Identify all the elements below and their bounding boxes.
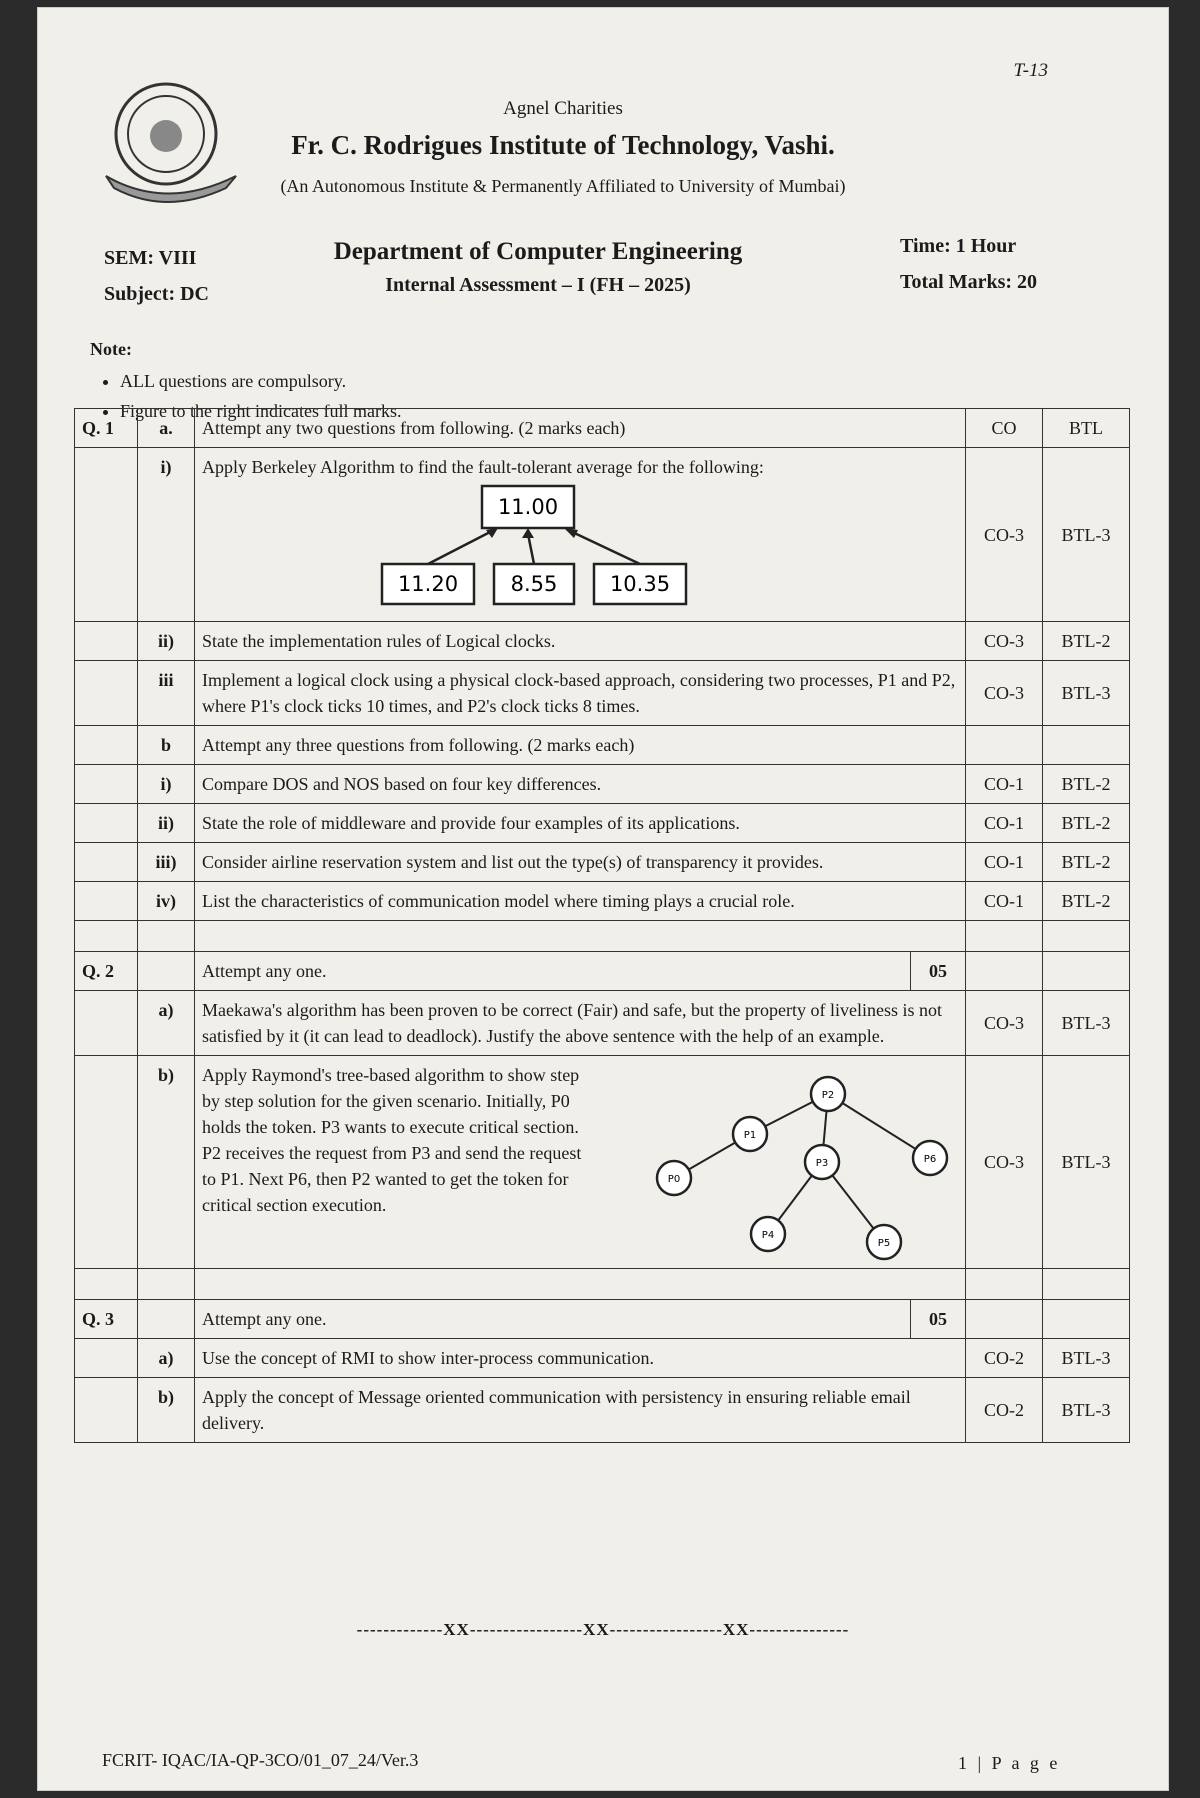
node-label: P0 [667,1174,681,1185]
node-p6 [913,1141,947,1175]
q1-a1-text: Apply Berkeley Algorithm to find the fault-tolerant average for the following: [202,457,764,477]
q1-b2-btl: BTL-2 [1043,804,1130,843]
q3-b-btl: BTL-3 [1043,1378,1130,1443]
node-label: P6 [923,1154,937,1165]
header-btl: BTL [1043,409,1130,448]
node-p4 [751,1217,785,1251]
q3-b-label: b) [138,1378,195,1443]
q2-a-text: Maekawa's algorithm has been proven to be correct (Fair) and safe, but the property of liveliness is not satisfied by it (it can lead to deadlock). Justify the above sentence with the help of an example. [195,991,966,1056]
node-label: P5 [877,1238,891,1249]
q1-b-label: b [138,726,195,765]
node-p1 [733,1117,767,1151]
assessment-title: Internal Assessment – I (FH – 2025) [385,274,691,296]
q1-a1-label: i) [138,448,195,622]
node-p2 [811,1077,845,1111]
department: Department of Computer Engineering [333,238,743,265]
node-p3 [805,1145,839,1179]
q1-b2-label: ii) [138,804,195,843]
q1-b4-co: CO-1 [966,882,1043,921]
q3-a-co: CO-2 [966,1339,1043,1378]
q1-b3-co: CO-1 [966,843,1043,882]
q2-b-text: Apply Raymond's tree-based algorithm to show step by step solution for the given scenario. Initially, P0 holds the token. P3 wants to execute critical section. P2 receives the request from P3 and send the request to P1. Next P6, then P2 wanted to get the token for critical section execution. [202,1065,582,1215]
q3-a-label: a) [138,1339,195,1378]
q2-number: Q. 2 [75,952,138,991]
q1-b1-btl: BTL-2 [1043,765,1130,804]
q2-instruction: Attempt any one. [195,952,911,991]
affiliation: (An Autonomous Institute & Permanently Affiliated to University of Mumbai) [280,176,846,196]
time: Time: 1 Hour [900,235,1017,257]
subject: Subject: DC [104,283,209,305]
node-p5 [867,1225,901,1259]
slave-clock-value: 11.20 [397,572,459,596]
node-label: P4 [761,1230,775,1241]
q1-a3-co: CO-3 [966,661,1043,726]
q1-b4-btl: BTL-2 [1043,882,1130,921]
q3-b-co: CO-2 [966,1378,1043,1443]
raymond-tree-diagram [648,1062,958,1262]
meta-center [38,238,1038,297]
doc-code: T-13 [1013,60,1048,81]
meta-right [900,228,1037,300]
q1-b3-btl: BTL-2 [1043,843,1130,882]
total-marks: Total Marks: 20 [900,271,1038,293]
q1-a2-text: State the implementation rules of Logical clocks. [195,622,966,661]
question-table [74,408,1130,1443]
q3-a-btl: BTL-3 [1043,1339,1130,1378]
q3-marks: 05 [911,1300,966,1339]
q2-b-btl: BTL-3 [1043,1056,1130,1269]
q1-b4-label: iv) [138,882,195,921]
q2-a-co: CO-3 [966,991,1043,1056]
q2-a-label: a) [138,991,195,1056]
q3-number: Q. 3 [75,1300,138,1339]
q1-a-instruction: Attempt any two questions from following. (2 marks each) [195,409,966,448]
end-of-paper-line: -------------XX-----------------XX-----------------XX--------------- [356,1620,850,1639]
trust-name: Agnel Charities [503,98,623,119]
question-paper [38,8,1168,1790]
institute-name: Fr. C. Rodrigues Institute of Technology, Vashi. [291,130,835,160]
q2-b-label: b) [138,1056,195,1269]
node-label: P1 [743,1130,757,1141]
q1-a-label: a. [138,409,195,448]
q1-b1-label: i) [138,765,195,804]
q1-b4-text: List the characteristics of communication model where timing plays a crucial role. [195,882,966,921]
q1-a3-label: iii [138,661,195,726]
q1-b2-text: State the role of middleware and provide four examples of its applications. [195,804,966,843]
q1-a3-btl: BTL-3 [1043,661,1130,726]
q1-a3-text: Implement a logical clock using a physical clock-based approach, considering two processes, P1 and P2, where P1's clock ticks 10 times, and P2's clock ticks 8 times. [195,661,966,726]
q1-a1-btl: BTL-3 [1043,448,1130,622]
node-p0 [657,1161,691,1195]
note-item: • ALL questions are compulsory. [120,366,401,396]
q3-b-text: Apply the concept of Message oriented communication with persistency in ensuring reliable email delivery. [195,1378,966,1443]
q1-b3-label: iii) [138,843,195,882]
q1-a1-co: CO-3 [966,448,1043,622]
header-co: CO [966,409,1043,448]
q2-b-co: CO-3 [966,1056,1043,1269]
note-title: Note: [90,339,132,359]
q1-a2-co: CO-3 [966,622,1043,661]
q1-a2-btl: BTL-2 [1043,622,1130,661]
q1-b1-text: Compare DOS and NOS based on four key differences. [195,765,966,804]
master-clock-value: 11.00 [497,495,559,519]
q1-number: Q. 1 [75,409,138,448]
node-label: P2 [821,1090,835,1101]
semester: SEM: VIII [104,247,197,269]
q1-b1-co: CO-1 [966,765,1043,804]
node-label: P3 [815,1158,829,1169]
berkeley-diagram [202,480,802,608]
page-number: 1 | P a g e [958,1753,1061,1773]
q3-instruction: Attempt any one. [195,1300,911,1339]
note-item: • Figure to the right indicates full marks. [120,396,401,426]
q1-b-instruction: Attempt any three questions from following. (2 marks each) [195,726,966,765]
slave-clock-value: 10.35 [609,572,671,596]
q2-a-btl: BTL-3 [1043,991,1130,1056]
q3-a-text: Use the concept of RMI to show inter-process communication. [195,1339,966,1378]
slave-clock-value: 8.55 [510,572,558,596]
q1-b3-text: Consider airline reservation system and list out the type(s) of transparency it provides. [195,843,966,882]
footer-code: FCRIT- IQAC/IA-QP-3CO/01_07_24/Ver.3 [102,1750,419,1770]
q1-b2-co: CO-1 [966,804,1043,843]
q2-marks: 05 [911,952,966,991]
q1-a2-label: ii) [138,622,195,661]
